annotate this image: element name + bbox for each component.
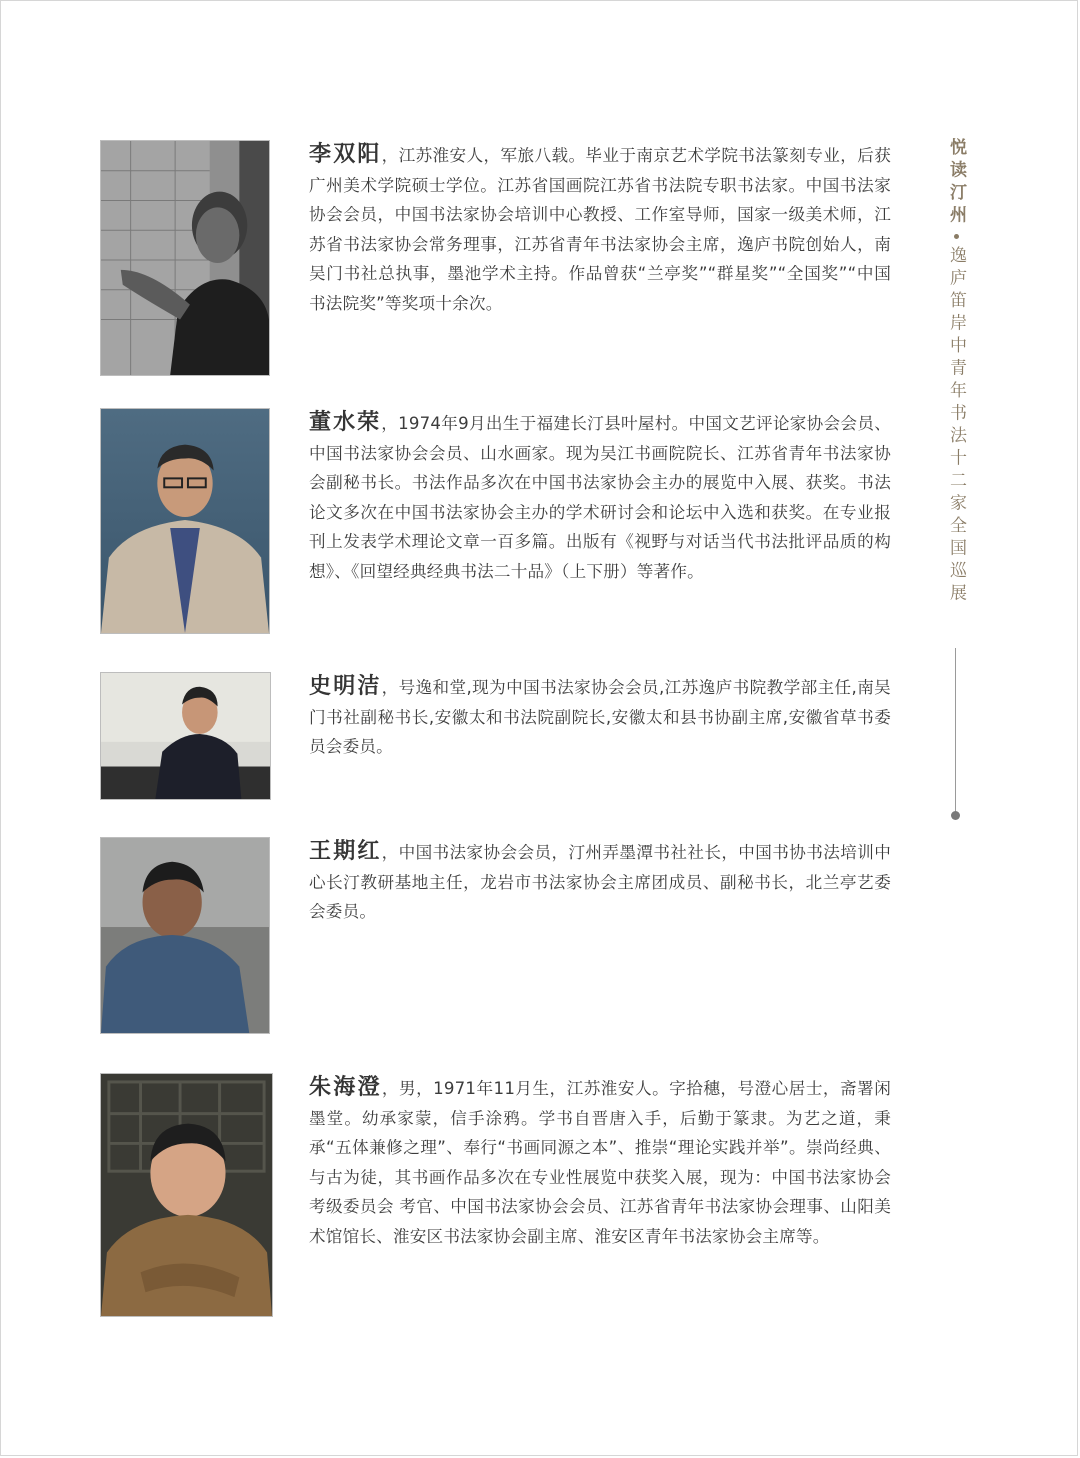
bio-entry-wang-qihong <box>100 837 900 1034</box>
bio-text-li-shuangyang <box>309 140 891 319</box>
side-title-separator-dot <box>954 234 959 239</box>
person-name: 李双阳 <box>309 142 382 167</box>
bio-body: ，1974年9月出生于福建长汀县叶屋村。中国文艺评论家协会会员、中国书法家协会会员、山水画家。现为吴江书画院院长、江苏省青年书法家协会副秘书长。书法作品多次在中国书法家协会主办的展览中入展、获奖。书法论文多次在中国书法家协会主办的学术研讨会和论坛中入选和获奖。在专业报刊上发表学术理论文章一百多篇。出版有《视野与对话当代书法批评品质的构想》、《回望经典经典书法二十品》（上下册）等著作。 <box>309 414 891 581</box>
portrait-photo-zhu-haicheng <box>100 1073 273 1317</box>
side-title-part2: 逸庐笛岸中青年书法十二家全国巡展 <box>946 246 966 606</box>
bio-entry-dong-shuirong <box>100 408 900 634</box>
bio-text-wang-qihong <box>309 837 891 927</box>
person-name: 王期红 <box>309 839 382 864</box>
bio-text-zhu-haicheng <box>309 1073 891 1252</box>
bio-body: ，江苏淮安人，军旅八载。毕业于南京艺术学院书法篆刻专业，后获广州美术学院硕士学位。江苏省国画院江苏省书法院专职书法家。中国书法家协会会员，中国书法家协会培训中心教授、工作室导师，国家一级美术师，江苏省书法家协会常务理事，江苏省青年书法家协会主席，逸庐书院创始人，南吴门书社总执事，墨池学术主持。作品曾获“兰亭奖”“群星奖”“全国奖”“中国书法院奖”等奖项十余次。 <box>309 146 891 313</box>
side-rule-line <box>955 648 956 812</box>
bio-entry-zhu-haicheng <box>100 1073 900 1317</box>
side-title-part1: 悦读汀州 <box>946 138 966 228</box>
portrait-photo-wang-qihong <box>100 837 270 1034</box>
portrait-photo-shi-mingjie <box>100 672 271 800</box>
person-name: 董水荣 <box>309 410 382 435</box>
side-rule-end-dot <box>951 811 960 820</box>
bio-text-shi-mingjie <box>309 672 891 762</box>
bio-text-dong-shuirong <box>309 408 891 587</box>
portrait-photo-dong-shuirong <box>100 408 270 634</box>
bio-body: ，中国书法家协会会员，汀州弄墨潭书社社长，中国书协书法培训中心长汀教研基地主任，龙岩市书法家协会主席团成员、副秘书长，北兰亭艺委会委员。 <box>309 843 891 922</box>
bio-entry-shi-mingjie <box>100 672 900 800</box>
person-name: 史明洁 <box>309 674 382 699</box>
portrait-photo-li-shuangyang <box>100 140 270 376</box>
bio-body: ，号逸和堂,现为中国书法家协会会员,江苏逸庐书院教学部主任,南吴门书社副秘书长,安徽太和书法院副院长,安徽太和县书协副主席,安徽省草书委员会委员。 <box>309 678 891 757</box>
bio-body: ，男，1971年11月生，江苏淮安人。字拾穗，号澄心居士，斋署闲墨堂。幼承家蒙，信手涂鸦。学书自晋唐入手，后勤于篆隶。为艺之道，秉承“五体兼修之理”、奉行“书画同源之本”、推崇“理论实践并举”。崇尚经典、与古为徒，其书画作品多次在专业性展览中获奖入展，现为：中国书法家协会考级委员会 考官、中国书法家协会会员、江苏省青年书法家协会理事、山阳美术馆馆长、淮安区书法家协会副主席、淮安区青年书法家协会主席等。 <box>309 1079 891 1246</box>
person-name: 朱海澄 <box>309 1075 382 1100</box>
side-vertical-title <box>943 138 969 606</box>
bio-entry-li-shuangyang <box>100 140 900 376</box>
